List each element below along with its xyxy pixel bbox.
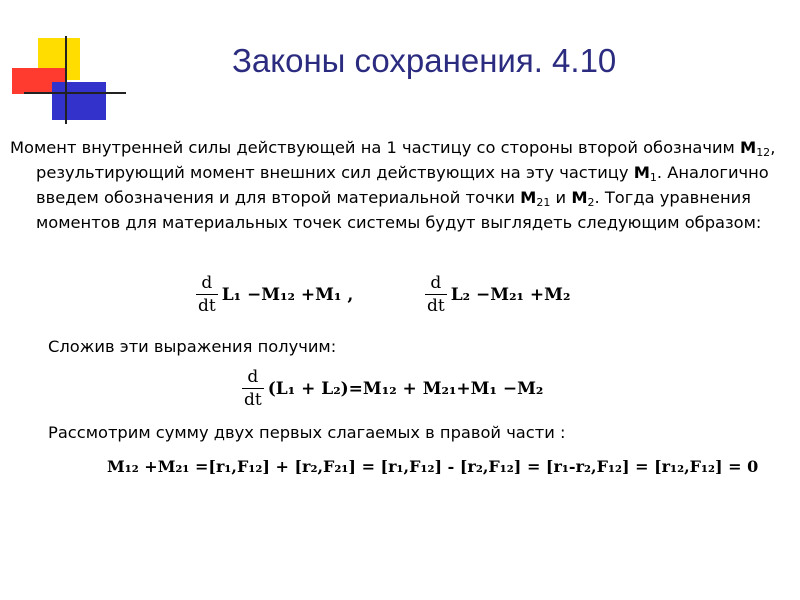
equation-1 [196,273,353,316]
deco-vertical-line [65,36,67,124]
consider-caption: Рассмотрим сумму двух первых слагаемых в правой части : [48,423,566,442]
deco-horizontal-line [24,92,126,94]
symbol-m12-sub: 12 [756,146,771,159]
derivative-fraction [425,273,447,316]
derivative-fraction [196,273,218,316]
equation-4-rhs: M₁₂ +M₂₁ =[r₁,F₁₂] + [r₂,F₂₁] = [r₁,F₁₂] - [r₂,F₁₂] = [r₁-r₂,F₁₂] = [r₁₂,F₁₂] = 0 [107,457,759,476]
paragraph-text: . Тогда уравнения моментов для материальных точек системы будут выглядеть следующим образом: [36,188,762,232]
derivative-fraction [242,367,264,410]
fraction-denominator: dt [198,296,216,316]
symbol-m21: M [520,188,537,207]
symbol-m1: M [633,163,650,182]
sum-caption: Сложив эти выражения получим: [48,337,337,356]
intro-paragraph [10,135,790,235]
fraction-numerator: d [247,367,259,387]
equation-2-rhs: L₂ −M₂₁ +M₂ [450,284,571,305]
fraction-numerator: d [430,273,442,293]
symbol-m12: M [739,138,757,157]
fraction-denominator: dt [244,390,262,410]
paragraph-text: и [550,188,572,207]
equation-3-rhs: (L₁ + L₂)=M₁₂ + M₂₁+M₁ −M₂ [267,378,544,399]
slide-title: Законы сохранения. 4.10 [232,42,617,79]
symbol-m21-sub: 21 [536,196,551,209]
fraction-numerator: d [201,273,213,293]
equation-3 [242,367,543,410]
symbol-m2: M [571,188,588,207]
equation-1-rhs: L₁ −M₁₂ +M₁ , [221,284,354,305]
paragraph-text: , результирующий момент внешних сил действующих на эту частицу [36,138,776,182]
equation-4 [107,457,758,476]
paragraph-text: Момент внутренней силы действующей на 1 частицу со стороны второй обозначим [10,138,740,157]
equation-2 [425,273,570,316]
paragraph-text: . Аналогично введем обозначения и для второй материальной точки [36,163,769,207]
symbol-m1-sub: 1 [649,171,657,184]
deco-blue-square [52,82,106,120]
fraction-denominator: dt [427,296,445,316]
symbol-m2-sub: 2 [587,196,595,209]
